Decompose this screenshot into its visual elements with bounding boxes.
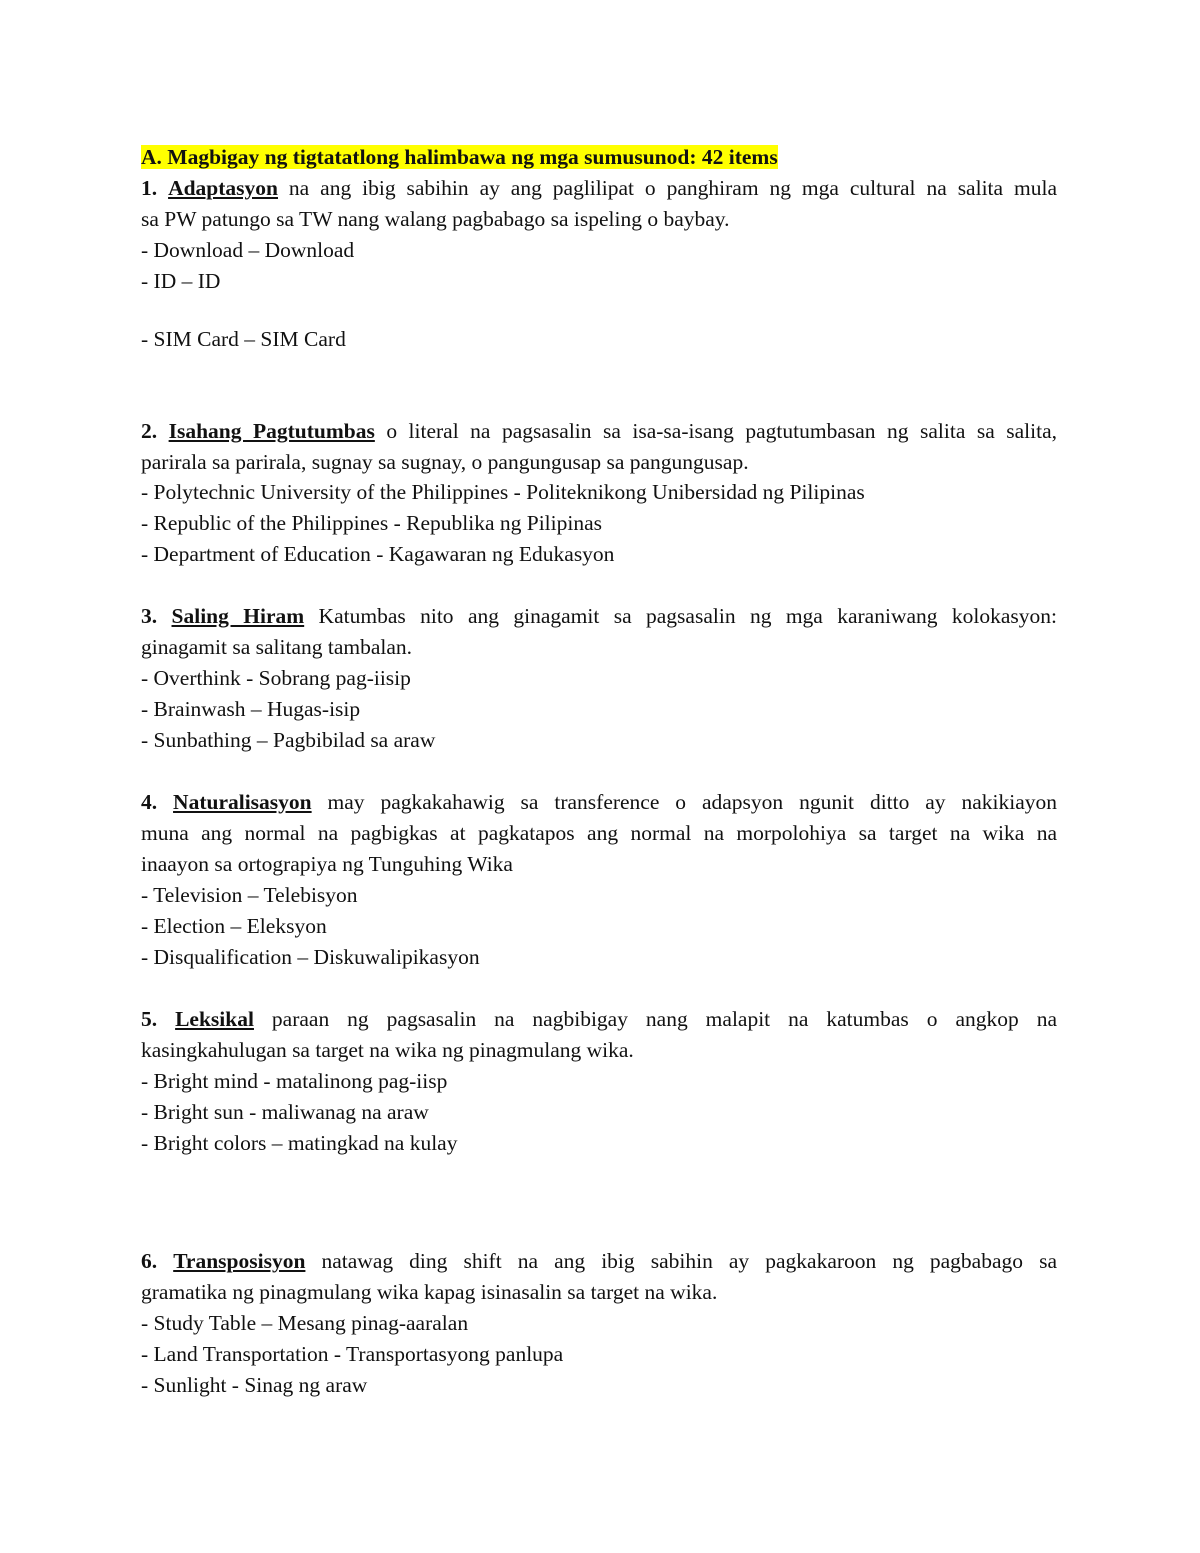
section-3-number: 3.: [141, 604, 158, 628]
section-1-example-2: - ID – ID: [141, 269, 221, 293]
highlighted-heading: A. Magbigay ng tigtatatlong halimbawa ng mga sumusunod: 42 items: [141, 145, 778, 169]
section-2-definition: [141, 416, 1057, 446]
section-6-example-2: - Land Transportation - Transportasyong panlupa: [141, 1342, 564, 1366]
section-5-example-3: - Bright colors – matingkad na kulay: [141, 1131, 458, 1155]
section-3-example-2: - Brainwash – Hugas-isip: [141, 697, 361, 721]
section-2-example-3: - Department of Education - Kagawaran ng Edukasyon: [141, 542, 615, 566]
section-4-example-3: - Disqualification – Diskuwalipikasyon: [141, 945, 480, 969]
section-4-example-2: - Election – Eleksyon: [141, 914, 327, 938]
section-5-number: 5.: [141, 1007, 158, 1031]
section-1-definition-text: na ang ibig sabihin ay ang paglilipat o panghiram ng mga cultural na salita mula: [278, 176, 1057, 200]
section-4-number: 4.: [141, 790, 158, 814]
section-6-definition-cont: gramatika ng pinagmulang wika kapag isinasalin sa target na wika.: [141, 1280, 718, 1304]
section-2-example-1: - Polytechnic University of the Philippines - Politeknikong Unibersidad ng Pilipinas: [141, 480, 865, 504]
section-2-definition-cont: parirala sa parirala, sugnay sa sugnay, o pangungusap sa pangungusap.: [141, 450, 749, 474]
section-1-term: Adaptasyon: [168, 176, 278, 200]
section-6-definition: [141, 1246, 1057, 1276]
heading-line: [141, 142, 778, 172]
section-5-example-1: - Bright mind - matalinong pag-iisp: [141, 1069, 448, 1093]
section-3-definition: [141, 601, 1057, 631]
section-6-term: Transposisyon: [173, 1249, 306, 1273]
section-6-definition-text: natawag ding shift na ang ibig sabihin ay pagkakaroon ng pagbabago sa: [305, 1249, 1057, 1273]
section-4-definition: [141, 787, 1057, 817]
section-6-example-1: - Study Table – Mesang pinag-aaralan: [141, 1311, 469, 1335]
section-3-definition-cont: ginagamit sa salitang tambalan.: [141, 635, 413, 659]
section-4-definition-cont-2: inaayon sa ortograpiya ng Tunguhing Wika: [141, 852, 513, 876]
section-5-term: Leksikal: [175, 1007, 254, 1031]
section-5-example-2: - Bright sun - maliwanag na araw: [141, 1100, 429, 1124]
section-5-definition-text: paraan ng pagsasalin na nagbibigay nang malapit na katumbas o angkop na: [253, 1007, 1057, 1031]
section-1-definition: [141, 173, 1057, 203]
section-2-number: 2.: [141, 419, 158, 443]
section-3-term: Saling Hiram: [171, 604, 305, 628]
section-4-definition-text: may pagkakahawig sa transference o adapsyon ngunit ditto ay nakikiayon: [311, 790, 1058, 814]
section-1-number: 1.: [141, 176, 158, 200]
section-3-definition-text: Katumbas nito ang ginagamit sa pagsasalin ng mga karaniwang kolokasyon:: [304, 604, 1058, 628]
section-2-example-2: - Republic of the Philippines - Republika ng Pilipinas: [141, 511, 603, 535]
section-1-example-1: - Download – Download: [141, 238, 355, 262]
section-1-definition-cont: sa PW patungo sa TW nang walang pagbabago sa ispeling o baybay.: [141, 207, 730, 231]
section-4-definition-cont: muna ang normal na pagbigkas at pagkatapos ang normal na morpolohiya sa target na wika na: [141, 821, 1057, 845]
section-6-example-3: - Sunlight - Sinag ng araw: [141, 1373, 368, 1397]
section-5-definition-cont: kasingkahulugan sa target na wika ng pinagmulang wika.: [141, 1038, 634, 1062]
section-2-term: Isahang Pagtutumbas: [168, 419, 375, 443]
section-3-example-3: - Sunbathing – Pagbibilad sa araw: [141, 728, 436, 752]
section-4-example-1: - Television – Telebisyon: [141, 883, 358, 907]
section-2-definition-text: o literal na pagsasalin sa isa-sa-isang pagtutumbasan ng salita sa salita,: [374, 419, 1057, 443]
section-4-term: Naturalisasyon: [173, 790, 312, 814]
section-1-example-3: - SIM Card – SIM Card: [141, 327, 346, 351]
section-6-number: 6.: [141, 1249, 158, 1273]
section-5-definition: [141, 1004, 1057, 1034]
section-3-example-1: - Overthink - Sobrang pag-iisip: [141, 666, 411, 690]
